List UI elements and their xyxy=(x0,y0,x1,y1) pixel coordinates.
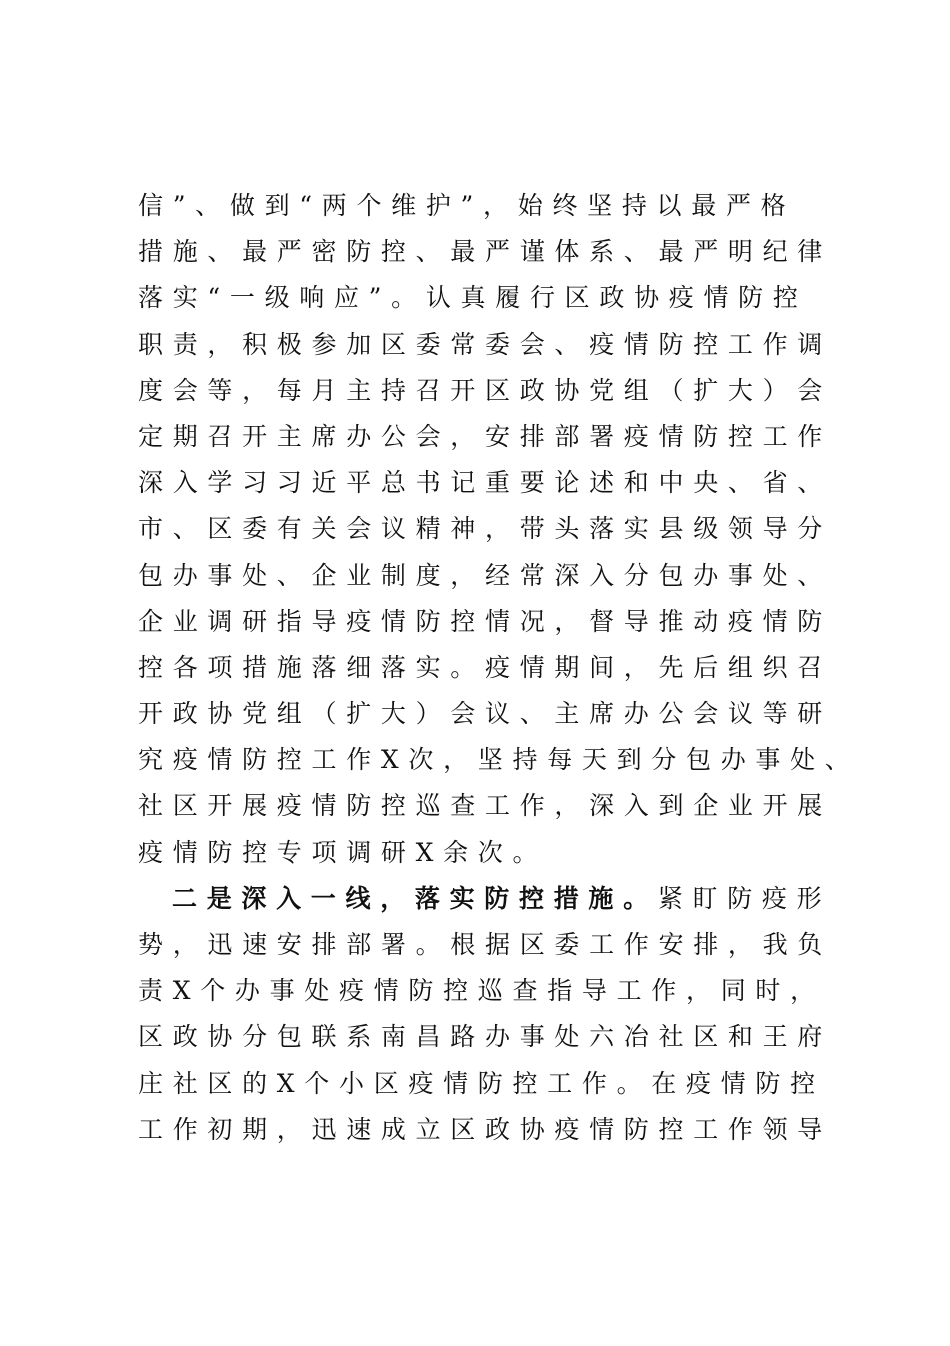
text-line: 工作初期，迅速成立区政协疫情防控工作领导 xyxy=(138,1114,833,1144)
text-line: 包办事处、企业制度，经常深入分包办事处、 xyxy=(138,560,833,590)
text-line: 责X个办事处疫情防控巡查指导工作，同时， xyxy=(138,976,825,1006)
text-line: 落实“一级响应”。认真履行区政协疫情防控 xyxy=(138,283,808,313)
text-line: 开政协党组（扩大）会议、主席办公会议等研 xyxy=(138,699,833,729)
paragraph-first-line-text: 紧盯防疫形 xyxy=(657,883,832,913)
text-line: 深入学习习近平总书记重要论述和中央、省、 xyxy=(138,468,833,498)
text-line: 措施、最严密防控、最严谨体系、最严明纪律 xyxy=(138,237,833,267)
text-line: 信”、做到“两个维护”，始终坚持以最严格 xyxy=(138,191,796,220)
text-line: 市、区委有关会议精神，带头落实县级领导分 xyxy=(138,514,833,544)
text-line: 庄社区的X个小区疫情防控工作。在疫情防控 xyxy=(138,1068,825,1098)
text-line: 职责，积极参加区委常委会、疫情防控工作调 xyxy=(138,329,833,359)
text-line: 势，迅速安排部署。根据区委工作安排，我负 xyxy=(138,930,833,959)
text-line: 定期召开主席办公会，安排部署疫情防控工作 xyxy=(138,421,833,451)
paragraph-heading: 二是深入一线，落实防控措施。 xyxy=(172,883,658,913)
body-text xyxy=(138,183,860,1153)
text-line: 区政协分包联系南昌路办事处六冶社区和王府 xyxy=(138,1022,833,1052)
text-line: 疫情防控专项调研X余次。 xyxy=(138,837,548,867)
text-line: 究疫情防控工作X次，坚持每天到分包办事处、 xyxy=(138,745,860,775)
paragraph-first-line xyxy=(138,876,838,922)
text-line: 企业调研指导疫情防控情况，督导推动疫情防 xyxy=(138,606,833,636)
text-line: 度会等，每月主持召开区政协党组（扩大）会 xyxy=(138,375,833,405)
text-line: 社区开展疫情防控巡查工作，深入到企业开展 xyxy=(138,791,833,821)
text-line: 控各项措施落细落实。疫情期间，先后组织召 xyxy=(138,652,833,682)
